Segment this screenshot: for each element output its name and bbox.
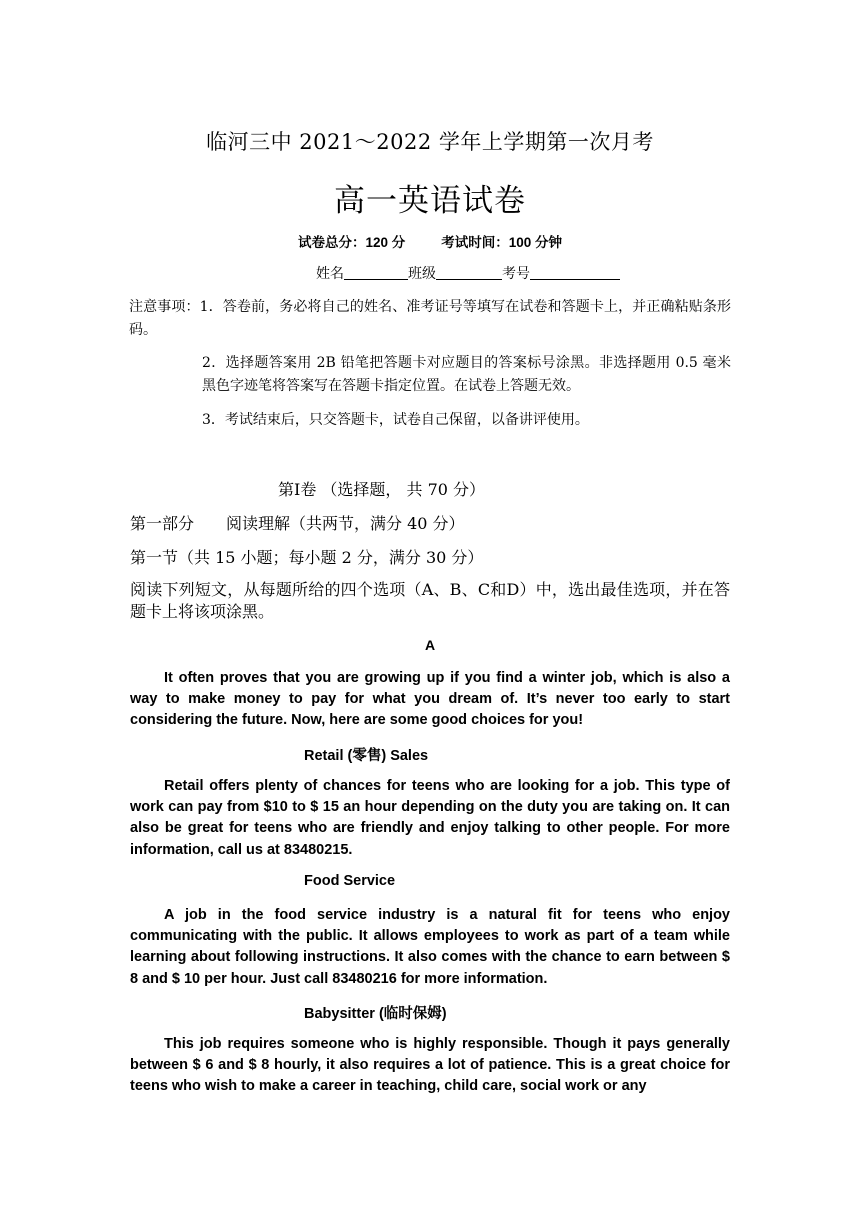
class-blank[interactable] <box>436 265 502 280</box>
instruction-note-1: 注意事项：1．答卷前，务必将自己的姓名、准考证号等填写在试卷和答题卡上，并正确粘贴条形码。 <box>129 299 731 338</box>
section-one: 第一节（共 15 小题；每小题 2 分，满分 30 分） <box>130 548 484 567</box>
student-info-line <box>316 263 620 283</box>
babysitter-heading: Babysitter (临时保姆) <box>304 1006 447 1022</box>
passage-letter: A <box>424 637 436 653</box>
class-label: 班级 <box>408 266 436 282</box>
total-score: 试卷总分：120 分 <box>297 235 406 250</box>
retail-paragraph: Retail offers plenty of chances for teens who are looking for a job. This type of work can pay from $10 to $ 15 an hour depending on the duty you are taking on. It can also be great for teens who are friendly and enjoy talking to other people. For more information, call us at 83480215. <box>130 778 730 858</box>
exam-info <box>0 231 860 251</box>
school-exam-title: 临河三中 2021～2022 学年上学期第一次月考 <box>206 130 654 154</box>
instruction-note-2: 2．选择题答案用 2B 铅笔把答题卡对应题目的答案标号涂黑。非选择题用 0.5 毫米黑色字迹笔将答案写在答题卡指定位置。在试卷上答题无效。 <box>202 355 731 394</box>
exam-no-label: 考号 <box>502 266 530 282</box>
section-reading: 第一部分 阅读理解（共两节，满分 40 分） <box>130 514 465 533</box>
food-heading: Food Service <box>304 873 396 889</box>
retail-heading: Retail (零售) Sales <box>304 748 429 764</box>
reading-directions: 阅读下列短文，从每题所给的四个选项（A、B、C和D）中，选出最佳选项，并在答题卡上将该项涂黑。 <box>130 580 730 621</box>
babysitter-paragraph: This job requires someone who is highly responsible. Though it pays generally between $ 6 and $ 8 hourly, it also requires a lot of patience. This is a great choice for teens who wish to make a career in teaching, child care, social work or any <box>130 1036 730 1095</box>
exam-time: 考试时间：100 分钟 <box>441 235 563 250</box>
instruction-note-3: 3．考试结束后，只交答题卡，试卷自己保留，以备讲评使用。 <box>202 412 589 428</box>
food-paragraph: A job in the food service industry is a natural fit for teens who enjoy communicating with the public. It allows employees to work as part of a team while learning about following instructions. It also comes with the chance to earn between $ 8 and $ 10 per hour. Just call 83480216 for more information. <box>130 907 730 987</box>
name-blank[interactable] <box>344 265 408 280</box>
paper-title: 高一英语试卷 <box>334 183 526 219</box>
part-one-title: 第Ⅰ卷 （选择题， 共 70 分） <box>278 480 486 499</box>
name-label: 姓名 <box>316 266 344 282</box>
exam-no-blank[interactable] <box>530 265 620 280</box>
passage-intro: It often proves that you are growing up if you find a winter job, which is also a way to make money to pay for what you dream of. It’s never too early to start considering the future. Now, here are some good choices for you! <box>130 670 730 729</box>
